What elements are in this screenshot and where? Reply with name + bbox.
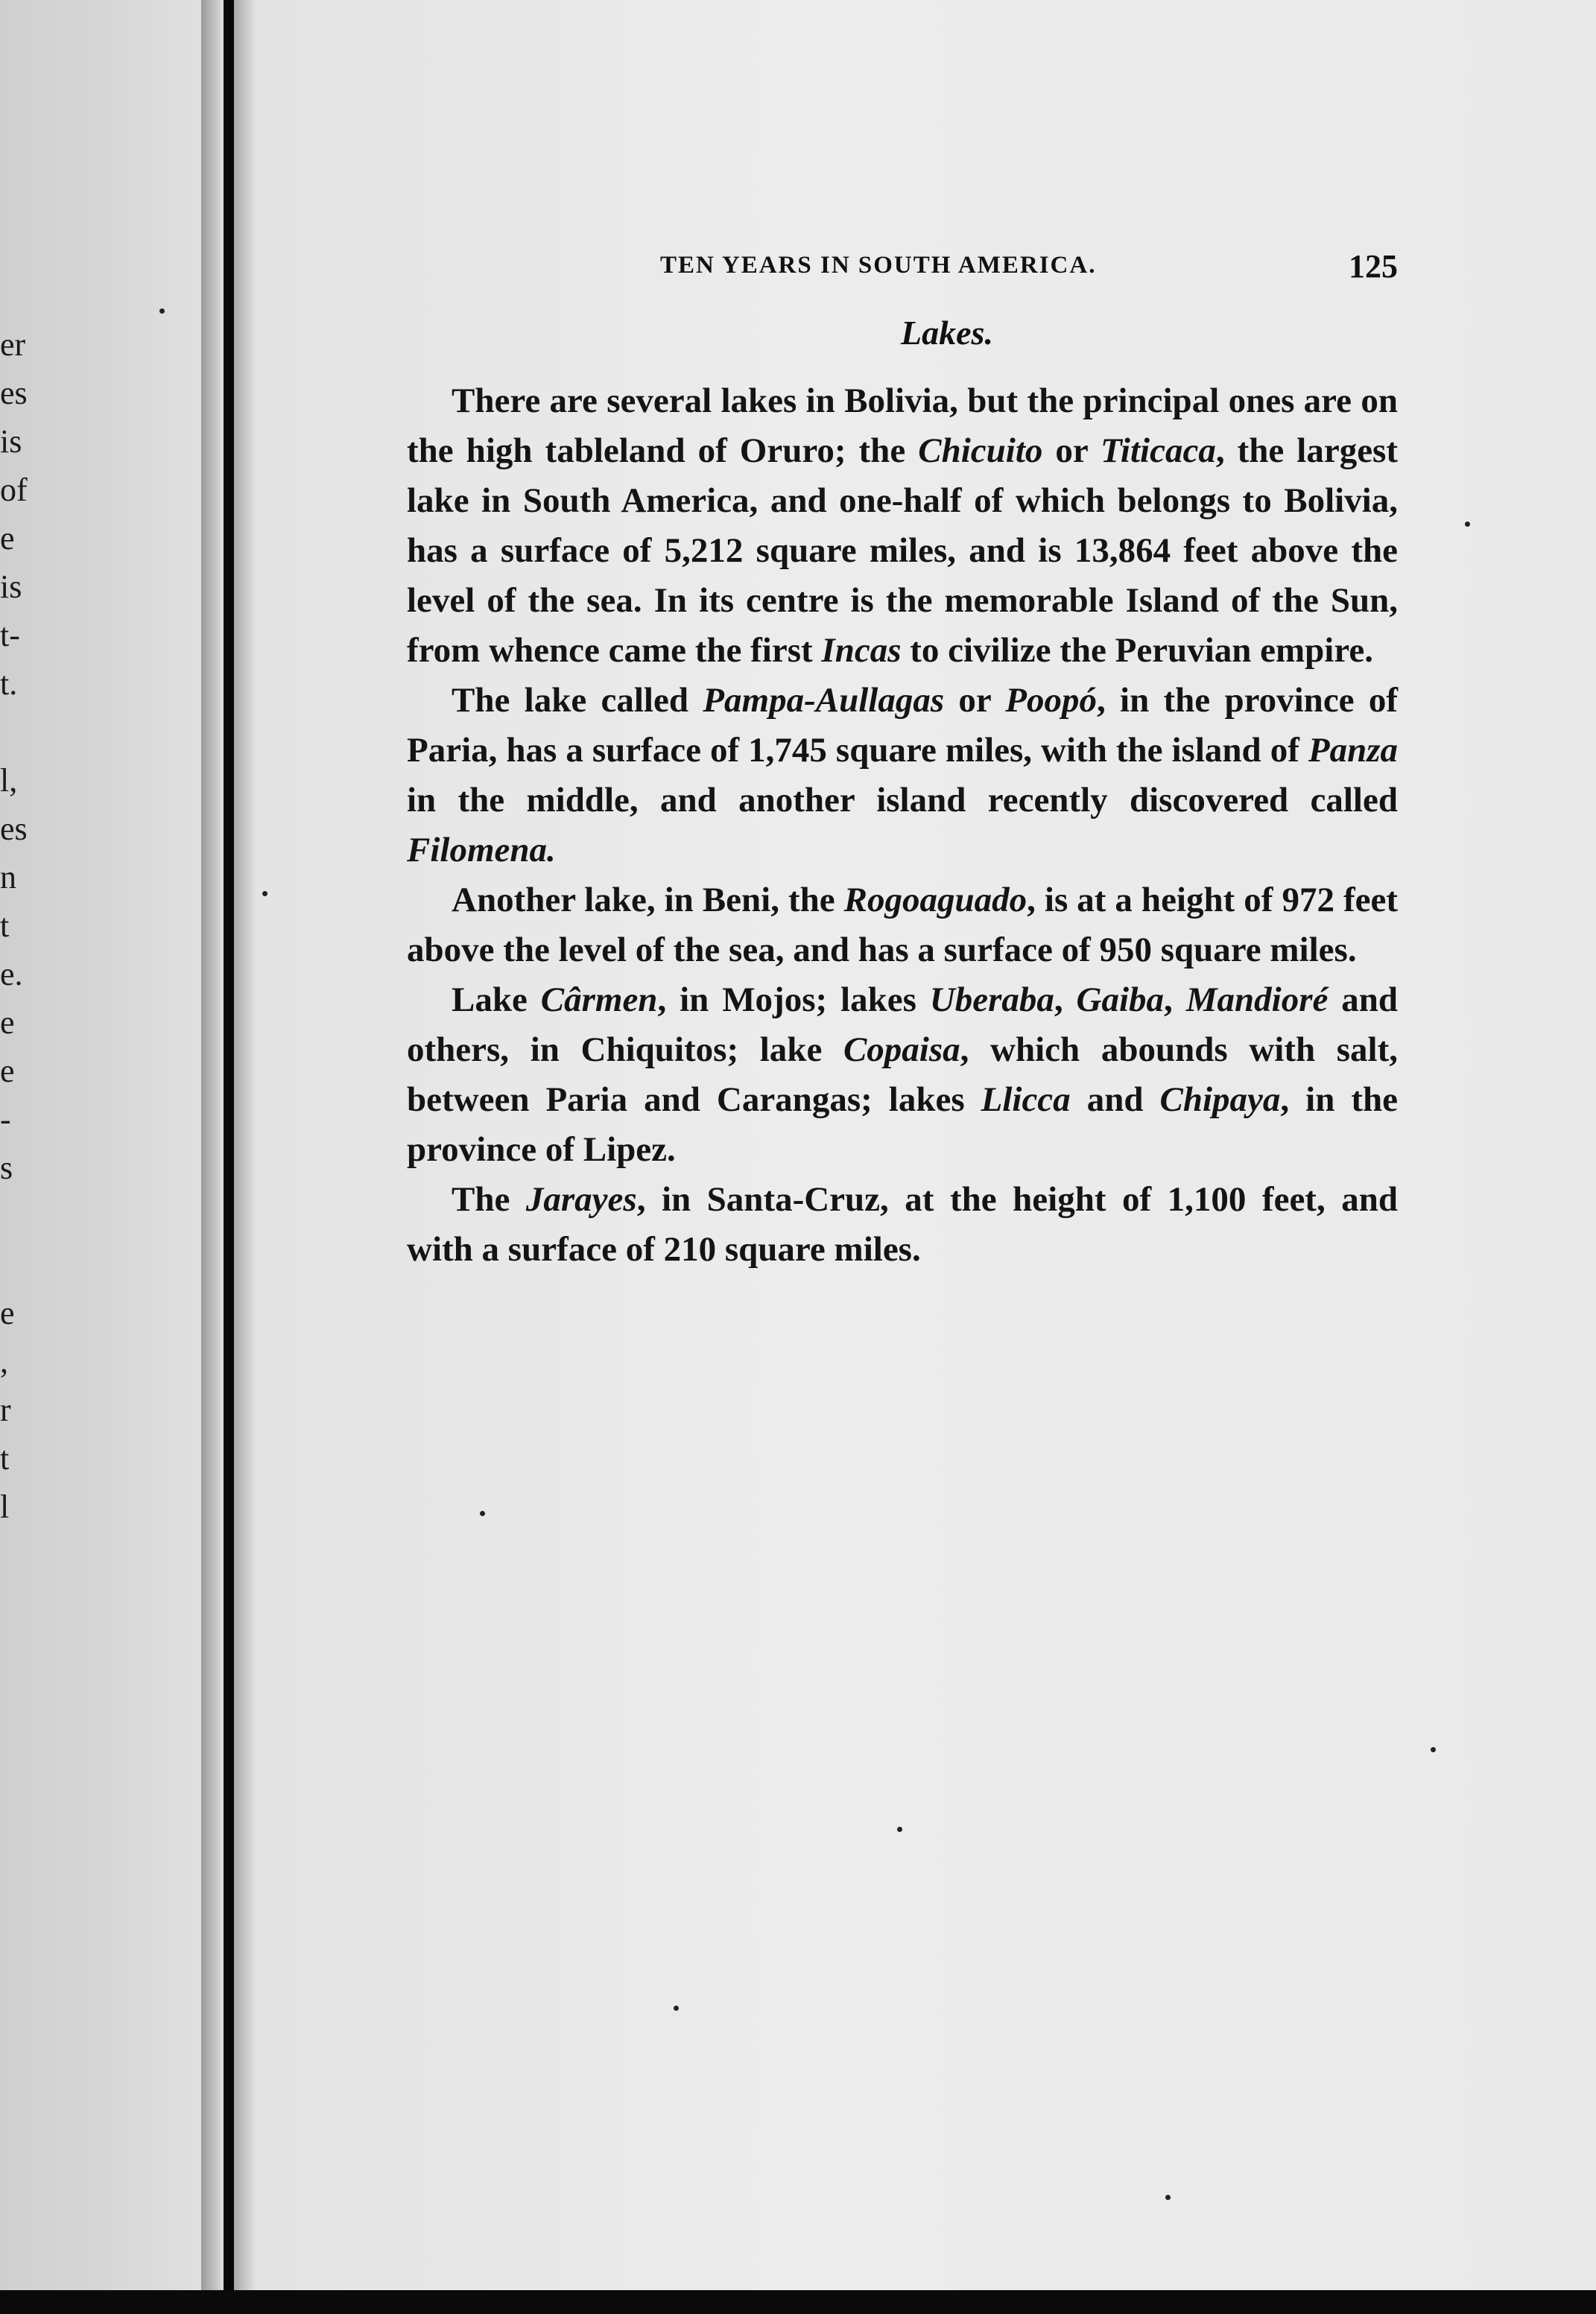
italic-term: Filomena.: [407, 831, 556, 869]
italic-term: Uberaba: [929, 980, 1054, 1019]
text-segment: , in the province of Lipez.: [407, 1080, 1399, 1169]
text-segment: The lake called: [452, 681, 703, 720]
paragraph: [407, 975, 1398, 1175]
left-page-text-fragments: [0, 320, 30, 1725]
gutter-fade: [234, 0, 256, 2290]
text-segment: or: [1042, 431, 1101, 470]
binding-gutter: [224, 0, 234, 2290]
left-page-fragment-line: t-: [0, 617, 20, 653]
left-page-fragment-line: l: [0, 1489, 10, 1525]
text-segment: or: [944, 681, 1006, 720]
scan-speck: [1165, 2195, 1171, 2200]
left-page-fragment-line: e: [0, 1004, 15, 1041]
italic-term: Chicuito: [918, 431, 1043, 470]
italic-term: Poopó: [1005, 681, 1097, 720]
left-page-fragment-line: t.: [0, 665, 18, 702]
left-page-fragment: [0, 0, 201, 2290]
italic-term: Mandioré: [1185, 980, 1329, 1019]
italic-term: Llicca: [981, 1080, 1071, 1119]
left-page-fragment-line: n: [0, 859, 16, 896]
page-number: 125: [1349, 248, 1398, 285]
italic-term: Rogoaguado: [843, 881, 1027, 919]
scan-speck: [262, 891, 267, 896]
section-heading: Lakes.: [901, 314, 993, 352]
left-page-fragment-line: es: [0, 375, 28, 411]
text-segment: in the middle, and another island recently discovered called: [407, 781, 1398, 820]
italic-term: Chipaya: [1159, 1080, 1281, 1119]
left-page-fragment-line: is: [0, 568, 22, 605]
italic-term: Gaiba: [1076, 980, 1165, 1019]
left-page-fragment-line: es: [0, 811, 28, 847]
left-page-fragment-line: e: [0, 520, 15, 557]
text-segment: to civilize the Peruvian empire.: [901, 631, 1373, 670]
left-page-fragment-line: t: [0, 907, 10, 944]
running-head: [407, 248, 1398, 289]
text-segment: and: [1070, 1080, 1160, 1119]
paragraph: [407, 875, 1398, 975]
text-segment: ,: [1054, 980, 1077, 1019]
scan-speck: [1465, 522, 1470, 527]
scan-speck: [1431, 1747, 1436, 1752]
left-page-fragment-line: ,: [0, 1343, 8, 1380]
body-text: [407, 376, 1398, 1275]
left-page-fragment-line: e.: [0, 956, 23, 992]
text-segment: , is at a height of 972 feet above the level of the sea, and has a surface of 950 square miles.: [407, 881, 1398, 969]
italic-term: Incas: [821, 631, 902, 670]
italic-term: Jarayes: [525, 1180, 637, 1219]
left-page-fragment-line: [0, 1628, 30, 1676]
text-segment: The: [452, 1180, 526, 1219]
left-page-fragment-line: is: [0, 423, 22, 460]
gutter-shadow: [201, 0, 224, 2290]
left-page-fragment-line: [0, 1192, 30, 1240]
text-segment: , in Mojos; lakes: [657, 980, 930, 1019]
left-page-fragment-line: [0, 1579, 30, 1628]
paragraph: [407, 376, 1398, 676]
scan-bottom-edge: [0, 2290, 1596, 2314]
left-page-fragment-line: [0, 1676, 30, 1725]
text-segment: and others, in Chiquitos; lake: [407, 980, 1399, 1069]
left-page-fragment-line: -: [0, 1101, 11, 1138]
text-segment: Lake: [452, 980, 541, 1019]
left-page-fragment-line: l,: [0, 762, 18, 799]
left-page-fragment-line: [0, 1240, 30, 1289]
running-head-title: TEN YEARS IN SOUTH AMERICA.: [660, 252, 1097, 279]
text-segment: , in the province of Paria, has a surface of 1,745 square miles, with the island of: [407, 681, 1398, 770]
left-page-fragment-line: [0, 708, 30, 756]
italic-term: Copaisa: [843, 1030, 960, 1069]
italic-term: Panza: [1308, 731, 1398, 770]
scan-speck: [159, 308, 165, 314]
italic-term: Titicaca: [1100, 431, 1216, 470]
text-segment: , in Santa-Cruz, at the height of 1,100 feet, and with a surface of 210 square miles.: [407, 1180, 1399, 1269]
left-page-fragment-line: s: [0, 1150, 13, 1186]
left-page-fragment-line: [0, 1531, 30, 1579]
paragraph: [407, 676, 1398, 875]
left-page-fragment-line: e: [0, 1295, 15, 1331]
italic-term: Pampa-Aullagas: [703, 681, 945, 720]
left-page-fragment-line: e: [0, 1053, 15, 1089]
left-page-fragment-line: of: [0, 472, 28, 508]
text-segment: ,: [1164, 980, 1186, 1019]
italic-term: Cârmen: [540, 980, 658, 1019]
scan-speck: [480, 1511, 485, 1516]
text-segment: There are several lakes in Bolivia, but the principal ones are on the high tableland of Oruro; the: [407, 381, 1398, 470]
left-page-fragment-line: t: [0, 1440, 10, 1477]
left-page-fragment-line: r: [0, 1392, 11, 1428]
paragraph: [407, 1175, 1398, 1275]
text-segment: , the largest lake in South America, and one-half of which belongs to Bolivia, has a surface of 5,212 square miles, and is 13,864 feet above the level of the sea. In its centre is the memorable Island of the Sun, from whence came the first: [407, 431, 1399, 670]
left-page-fragment-line: er: [0, 326, 26, 363]
scan-speck: [897, 1827, 902, 1832]
text-segment: , which abounds with salt, between Paria and Carangas; lakes: [407, 1030, 1398, 1119]
scan-speck: [674, 2006, 679, 2011]
text-segment: Another lake, in Beni, the: [452, 881, 844, 919]
